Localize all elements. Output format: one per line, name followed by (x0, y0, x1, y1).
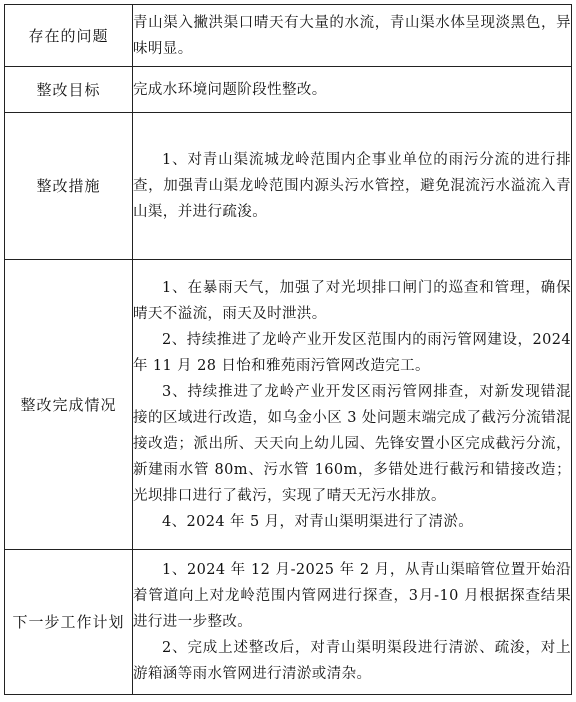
table-row (5, 5, 572, 67)
row-content-measures (133, 113, 572, 260)
content-paragraph: 1、在暴雨天气，加强了对光坝排口闸门的巡查和管理，确保晴天不溢流，雨天及时泄洪。 (133, 279, 571, 322)
table-row (5, 260, 572, 550)
row-content-next-plan (133, 550, 572, 695)
table-row (5, 113, 572, 260)
table-row (5, 67, 572, 113)
row-label-next-plan: 下一步工作计划 (5, 550, 133, 695)
content-paragraph: 1、对青山渠流城龙岭范围内企事业单位的雨污分流的进行排查，加强青山渠龙岭范围内源头污水管控，避免混流污水溢流入青山渠，并进行疏浚。 (133, 152, 571, 220)
content-paragraph: 4、2024 年 5 月，对青山渠明渠进行了清淤。 (162, 513, 474, 530)
content-paragraph: 青山渠入撇洪渠口晴天有大量的水流，青山渠水体呈现淡黑色，异味明显。 (133, 14, 571, 57)
content-paragraph: 2、持续推进了龙岭产业开发区范围内的雨污管网建设，2024 年 11 月 28 日怡和雅苑雨污管网改造完工。 (133, 331, 571, 374)
content-paragraph: 完成水环境问题阶段性整改。 (133, 81, 327, 98)
content-paragraph: 1、2024 年 12 月-2025 年 2 月，从青山渠暗管位置开始沿着管道向上对龙岭范围内管网进行探查，3月-10 月根据探查结果进行进一步整改。 (133, 562, 571, 630)
rectification-table (4, 4, 572, 695)
row-label-goal: 整改目标 (5, 67, 133, 113)
row-label-problem: 存在的问题 (5, 5, 133, 67)
content-paragraph: 2、完成上述整改后，对青山渠明渠段进行清淤、疏浚，对上游箱涵等雨水管网进行清淤或清杂。 (133, 640, 571, 682)
content-paragraph: 3、持续推进了龙岭产业开发区雨污管网排查，对新发现错混接的区域进行改造，如乌金小区 3 处问题末端完成了截污分流错混接改造；派出所、天天向上幼儿园、先锋安置小区完成截污分流，新建雨水管 80m、污水管 160m，多错处进行截污和错接改造；光坝排口进行了截污，实现了晴天无污水排放。 (133, 383, 571, 504)
row-label-completion: 整改完成情况 (5, 260, 133, 550)
table-row (5, 550, 572, 695)
row-label-measures: 整改措施 (5, 113, 133, 260)
row-content-completion (133, 260, 572, 550)
row-content-problem (133, 5, 572, 67)
row-content-goal (133, 67, 572, 113)
